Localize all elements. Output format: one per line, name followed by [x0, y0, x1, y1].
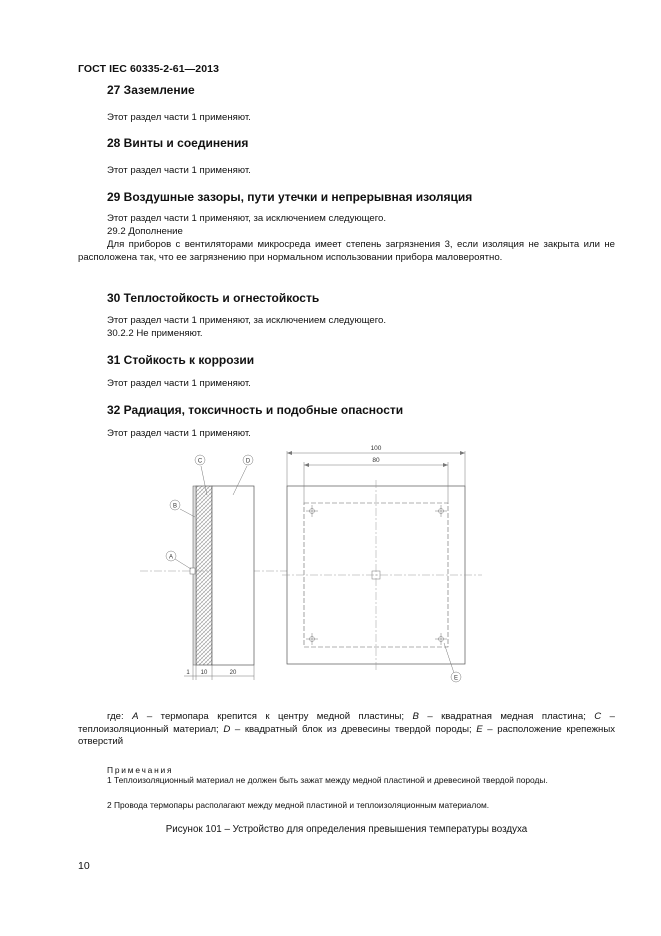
section-30-title: 30 Теплостойкость и огнестойкость: [107, 291, 320, 305]
label-a: A: [168, 554, 174, 561]
section-29-body: Для приборов с вентиляторами микросреда имеет степень загрязнения 3, если изоляция не закрыта или не расположена так, что ее загрязнению при нормальном использовании прибора маловероятно.: [78, 239, 615, 263]
notes-title: Примечания: [107, 765, 174, 775]
standard-header: ГОСТ IEC 60335-2-61—2013: [78, 63, 220, 75]
wood-block: [212, 486, 254, 665]
label-b: B: [172, 503, 178, 510]
section-27-text: Этот раздел части 1 применяют.: [107, 112, 251, 123]
copper-plate: [193, 486, 196, 665]
section-30-text: Этот раздел части 1 применяют, за исключением следующего.: [107, 315, 387, 326]
legend-letter-b: B: [412, 711, 419, 722]
dim-100: 100: [370, 445, 382, 452]
section-31-title: 31 Стойкость к коррозии: [107, 353, 255, 367]
legend-text-c: – теплоизоляционный материал;: [78, 711, 615, 735]
section-28-text: Этот раздел части 1 применяют.: [107, 165, 251, 176]
legend-text-e: – расположение крепежных отверстий: [78, 723, 616, 748]
section-28-title: 28 Винты и соединения: [107, 136, 249, 150]
section-27-title: 27 Заземление: [107, 83, 195, 97]
label-c: C: [197, 458, 203, 465]
insulation-layer: [196, 486, 212, 665]
legend-letter-a: A: [132, 711, 139, 722]
dim-10: 10: [200, 670, 208, 676]
legend-prefix: где:: [107, 711, 133, 722]
note-1: 1 Теплоизоляционный материал не должен быть зажат между медной пластиной и древесиной твердой породы.: [107, 775, 548, 785]
dim-80: 80: [372, 457, 380, 464]
legend-text-d: – квадратный блок из древесины твердой породы;: [230, 723, 477, 735]
page-number: 10: [78, 860, 90, 872]
figure-caption: Рисунок 101 – Устройство для определения превышения температуры воздуха: [165, 824, 528, 835]
legend-letter-c: C: [594, 711, 602, 722]
section-31-text: Этот раздел части 1 применяют.: [107, 378, 251, 389]
legend-letter-e: E: [476, 723, 483, 735]
section-29-subclause: 29.2 Дополнение: [107, 226, 183, 237]
section-29-title: 29 Воздушные зазоры, пути утечки и непрерывная изоляция: [107, 190, 473, 204]
section-30-subclause: 30.2.2 Не применяют.: [107, 328, 203, 339]
leader-a: [175, 559, 191, 569]
side-view: [140, 455, 290, 680]
label-e: E: [453, 675, 459, 682]
legend-text-b: – квадратная медная пластина;: [418, 711, 595, 722]
label-d: D: [245, 458, 251, 465]
legend-letter-d: D: [223, 723, 231, 735]
section-32-title: 32 Радиация, токсичность и подобные опасности: [107, 403, 404, 417]
section-29-text: Этот раздел части 1 применяют, за исключением следующего.: [107, 213, 387, 224]
note-2: 2 Провода термопары располагают между медной пластиной и теплоизоляционным материалом.: [107, 800, 490, 810]
front-view: [282, 445, 482, 682]
dim-1: 1: [186, 670, 190, 676]
legend-text-a: – термопара крепится к центру медной пластины;: [138, 711, 413, 722]
section-32-text: Этот раздел части 1 применяют.: [107, 428, 251, 439]
dim-20: 20: [229, 670, 237, 676]
figure-legend: [78, 711, 615, 749]
